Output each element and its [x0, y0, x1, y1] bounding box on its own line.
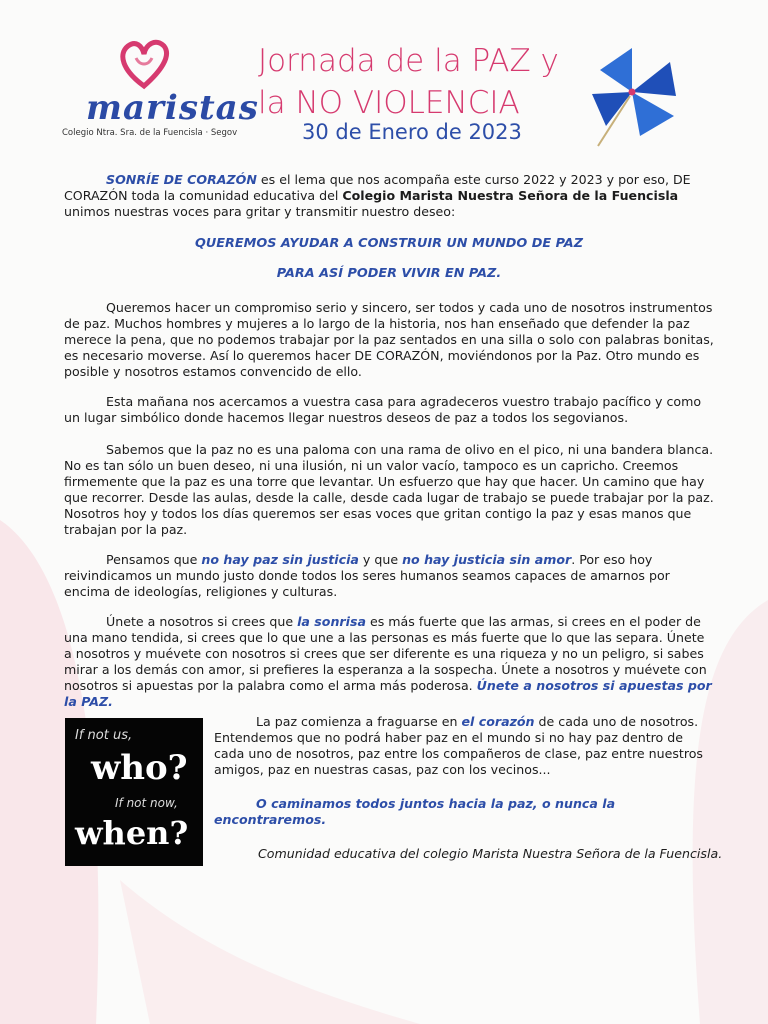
event-date: 30 de Enero de 2023	[302, 120, 522, 144]
highlight-sonrisa: la sonrisa	[297, 614, 366, 629]
poster-line-1: If not us,	[75, 728, 133, 743]
paragraph-2: Esta mañana nos acercamos a vuestra casa para agradeceros vuestro trabajo pacífico y como un lugar simbólico donde hacemos llegar nuestros deseos de paz a todos los segovianos.	[64, 394, 702, 425]
poster-line-2: who?	[91, 748, 188, 788]
highlight-unete: Únete a nosotros si apuestas por la PAZ.	[64, 678, 712, 709]
p5-text-c: es más fuerte que las armas, si crees en el poder de una mano tendida, si crees que lo que une a las personas es más fuerte que lo que las separa. Únete a nosotros y muévete con nosotros si crees que ser diferente es una riqueza y no un peligro, si sabes mirar a los demás con amor, si prefieres la esperanza a la sospecha. Únete a nosotros y muévete con nosotros si apuestas por la palabra como el arma más poderosa.	[64, 614, 707, 693]
title-line-1: Jornada de la PAZ y	[258, 43, 559, 79]
poster-line-4: when?	[75, 814, 189, 852]
closing-line	[214, 796, 714, 828]
signature: Comunidad educativa del colegio Marista Nuestra Señora de la Fuencisla.	[258, 846, 723, 861]
school-name: Colegio Marista Nuestra Señora de la Fuencisla	[342, 188, 679, 203]
intro-paragraph	[64, 172, 714, 220]
paragraph-3: Sabemos que la paz no es una paloma con una rama de olivo en el pico, ni una bandera blanca. No es tan sólo un buen deseo, ni una ilusión, ni un valor vacío, tampoco es un capricho. Creemos firmemente que la paz es una torre que levantar. Un esfuerzo que hay que hacer. Un camino que hay que recorrer. Desde las aulas, desde la calle, desde cada lugar de trabajo se puede trabajar por la paz. Nosotros hoy y todos los días queremos ser esas voces que gritan contigo la paz y esas manos que trabajan por la paz.	[64, 442, 714, 537]
paragraph-4	[64, 552, 714, 600]
closing-text: O caminamos todos juntos hacia la paz, o nunca la encontraremos.	[214, 796, 616, 827]
intro-text: es el lema que nos acompaña este curso 2022 y 2023 y por eso, DE CORAZÓN toda la comunidad educativa del	[64, 172, 691, 203]
poster-line-3: If not now,	[115, 796, 178, 810]
heading-1: QUEREMOS AYUDAR A CONSTRUIR UN MUNDO DE PAZ	[195, 236, 583, 251]
paragraph-1: Queremos hacer un compromiso serio y sincero, ser todos y cada uno de nosotros instrumentos de paz. Muchos hombres y mujeres a lo largo de la historia, nos han enseñado que defender la paz merece la pena, que no podemos trabajar por la paz sentados en una silla o solo con palabras bonitas, es necesario moverse. Así lo queremos hacer DE CORAZÓN, moviéndonos por la Paz. Otro mundo es posible y nosotros estamos convencido de ello.	[64, 300, 714, 379]
paragraph-6	[214, 714, 714, 778]
highlight-corazon: el corazón	[461, 714, 535, 729]
page-title	[258, 40, 568, 124]
logo-subtitle: Colegio Ntra. Sra. de la Fuencisla · Segov	[62, 128, 238, 138]
title-line-2: la NO VIOLENCIA	[258, 85, 520, 121]
maristas-logo	[62, 36, 262, 146]
heart-logo-icon	[114, 36, 174, 92]
pinwheel-icon	[580, 40, 690, 150]
paragraph-5	[64, 614, 714, 710]
highlight-justicia: no hay paz sin justicia	[201, 552, 359, 567]
p4-text-c: y que	[358, 552, 403, 567]
p6-text-a: La paz comienza a fraguarse en	[256, 714, 462, 729]
p5-text-a: Únete a nosotros si crees que	[106, 614, 298, 629]
highlight-amor: no hay justicia sin amor	[402, 552, 572, 567]
intro-text-end: unimos nuestras voces para gritar y transmitir nuestro deseo:	[64, 204, 456, 219]
p6-text-c: de cada uno de nosotros. Entendemos que no podrá haber paz en el mundo si no hay paz dentro de cada uno de nosotros, paz entre los compañeros de clase, paz entre nuestros amigos, paz en nuestras casas, paz con los vecinos...	[214, 714, 703, 777]
who-when-poster	[65, 718, 203, 866]
heading-2: PARA ASÍ PODER VIVIR EN PAZ.	[276, 266, 502, 281]
motto: SONRÍE DE CORAZÓN	[106, 172, 257, 187]
p4-text-a: Pensamos que	[106, 552, 202, 567]
logo-wordmark: maristas	[86, 88, 259, 128]
p4-text-e: . Por eso hoy reivindicamos un mundo justo donde todos los seres humanos seamos capaces de amarnos por encima de ideologías, religiones y culturas.	[64, 552, 670, 599]
